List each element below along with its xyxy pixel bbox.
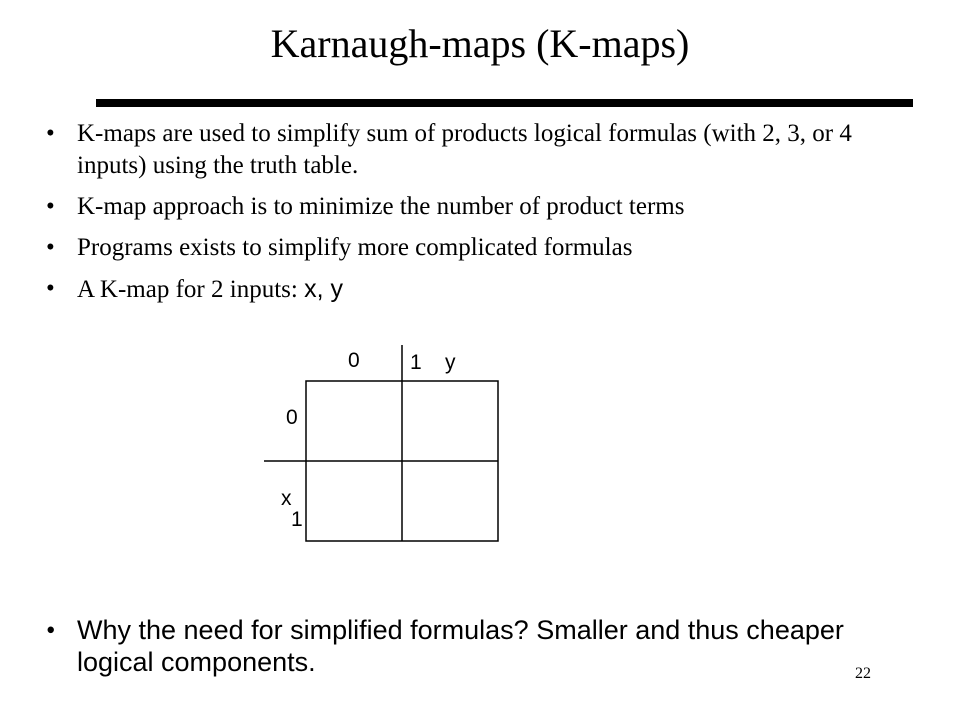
bullet-dot: •	[46, 234, 55, 261]
bullet-dot: •	[46, 615, 56, 645]
kmap-row-label-0: 0	[286, 406, 298, 429]
bullet-dot: •	[46, 275, 55, 302]
kmap-row-label-1: 1	[291, 508, 303, 531]
kmap-intro-text: A K-map for 2 inputs:	[77, 276, 305, 303]
bullet-dot: •	[46, 193, 55, 220]
title-rule	[96, 99, 913, 107]
bullet-item	[46, 118, 906, 182]
bullet-text: K-maps are used to simplify sum of products logical formulas (with 2, 3, or 4 inputs) using the truth table.	[77, 120, 852, 179]
closing-bullet-text: Why the need for simplified formulas? Smaller and thus cheaper logical components.	[77, 615, 844, 677]
bullet-text: Programs exists to simplify more complicated formulas	[77, 234, 633, 261]
bullet-item	[46, 232, 906, 264]
kmap-row-var-x: x	[281, 487, 292, 510]
page-number: 22	[855, 665, 871, 682]
kmap-outer-border	[306, 381, 498, 541]
slide-title: Karnaugh-maps (K-maps)	[270, 21, 690, 66]
bullet-item	[46, 191, 906, 223]
bullet-dot: •	[46, 120, 55, 147]
kmap-col-label-0: 0	[348, 349, 360, 372]
bullet-item	[46, 273, 906, 306]
kmap-col-label-1: 1	[410, 351, 422, 374]
kmap-col-var-y: y	[445, 351, 456, 374]
bullet-text: K-map approach is to minimize the number of product terms	[77, 193, 685, 220]
bullet-list	[46, 118, 906, 315]
closing-bullet	[46, 614, 906, 678]
kmap-intro-vars: x, y	[304, 275, 343, 303]
